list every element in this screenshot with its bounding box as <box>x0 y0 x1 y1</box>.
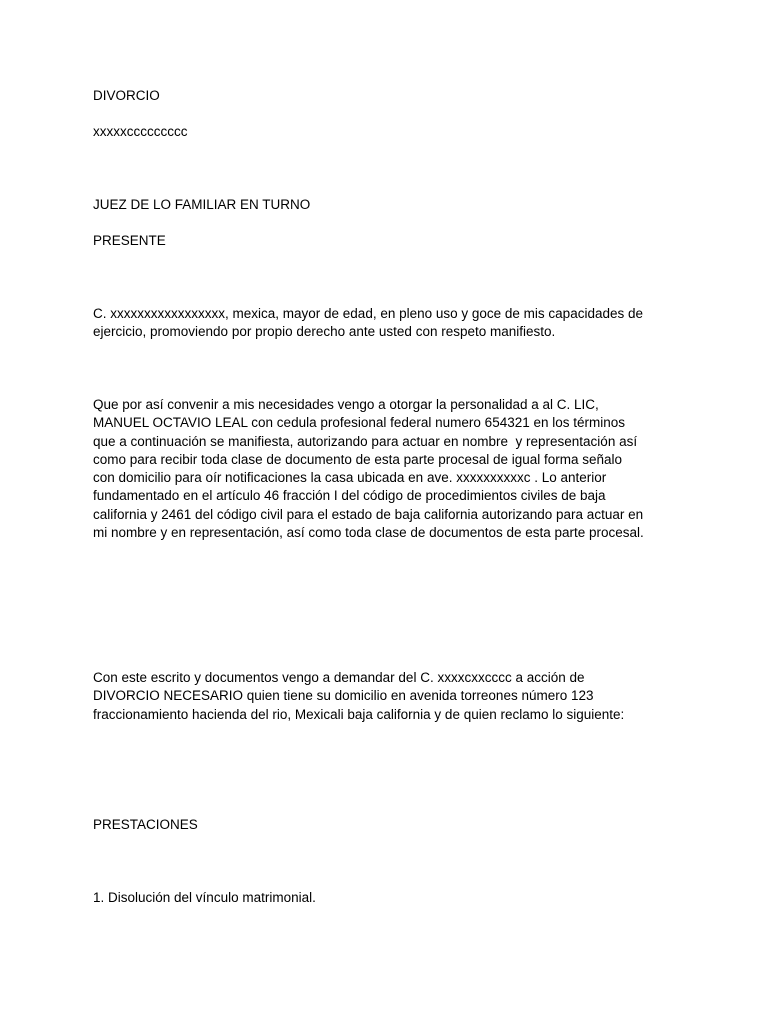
authorization-line: MANUEL OCTAVIO LEAL con cedula profesional federal numero 654321 en los términos <box>93 415 626 431</box>
demand-line: fraccionamiento hacienda del rio, Mexicali baja california y de quien reclamo lo siguiente: <box>93 706 625 722</box>
demand-line: Con este escrito y documentos vengo a demandar del C. xxxxcxxcccc a acción de <box>93 670 585 685</box>
demand-line: DIVORCIO NECESARIO quien tiene su domicilio en avenida torreones número 123 <box>93 688 594 704</box>
case-reference: xxxxxccccccccc <box>93 124 188 139</box>
intro-paragraph <box>93 305 643 342</box>
intro-line: ejercicio, promoviendo por propio derecho ante usted con respeto manifiesto. <box>93 324 556 340</box>
authorization-line: que a continuación se manifiesta, autorizando para actuar en nombre y representación así <box>93 433 638 449</box>
demand-paragraph <box>93 669 624 724</box>
authorization-paragraph <box>93 396 644 542</box>
intro-line: C. xxxxxxxxxxxxxxxxx, mexica, mayor de edad, en pleno uso y goce de mis capacidades de <box>93 306 643 321</box>
salutation: PRESENTE <box>93 233 166 248</box>
addressee: JUEZ DE LO FAMILIAR EN TURNO <box>93 197 311 212</box>
authorization-line: con domicilio para oír notificaciones la casa ubicada en ave. xxxxxxxxxxc . Lo anterior <box>93 470 607 486</box>
authorization-line: mi nombre y en representación, así como toda clase de documentos de esta parte procesal. <box>93 525 644 541</box>
authorization-line: como para recibir toda clase de documento de esta parte procesal de igual forma señalo <box>93 451 623 467</box>
authorization-line: california y 2461 del código civil para el estado de baja california autorizando para actuar en <box>93 506 644 522</box>
document-title: DIVORCIO <box>93 88 160 103</box>
authorization-line: fundamentado en el artículo 46 fracción I del código de procedimientos civiles de baja <box>93 488 606 504</box>
section-heading: PRESTACIONES <box>93 817 198 832</box>
list-item: 1. Disolución del vínculo matrimonial. <box>93 890 316 905</box>
authorization-line: Que por así convenir a mis necesidades vengo a otorgar la personalidad a al C. LIC, <box>93 397 599 412</box>
